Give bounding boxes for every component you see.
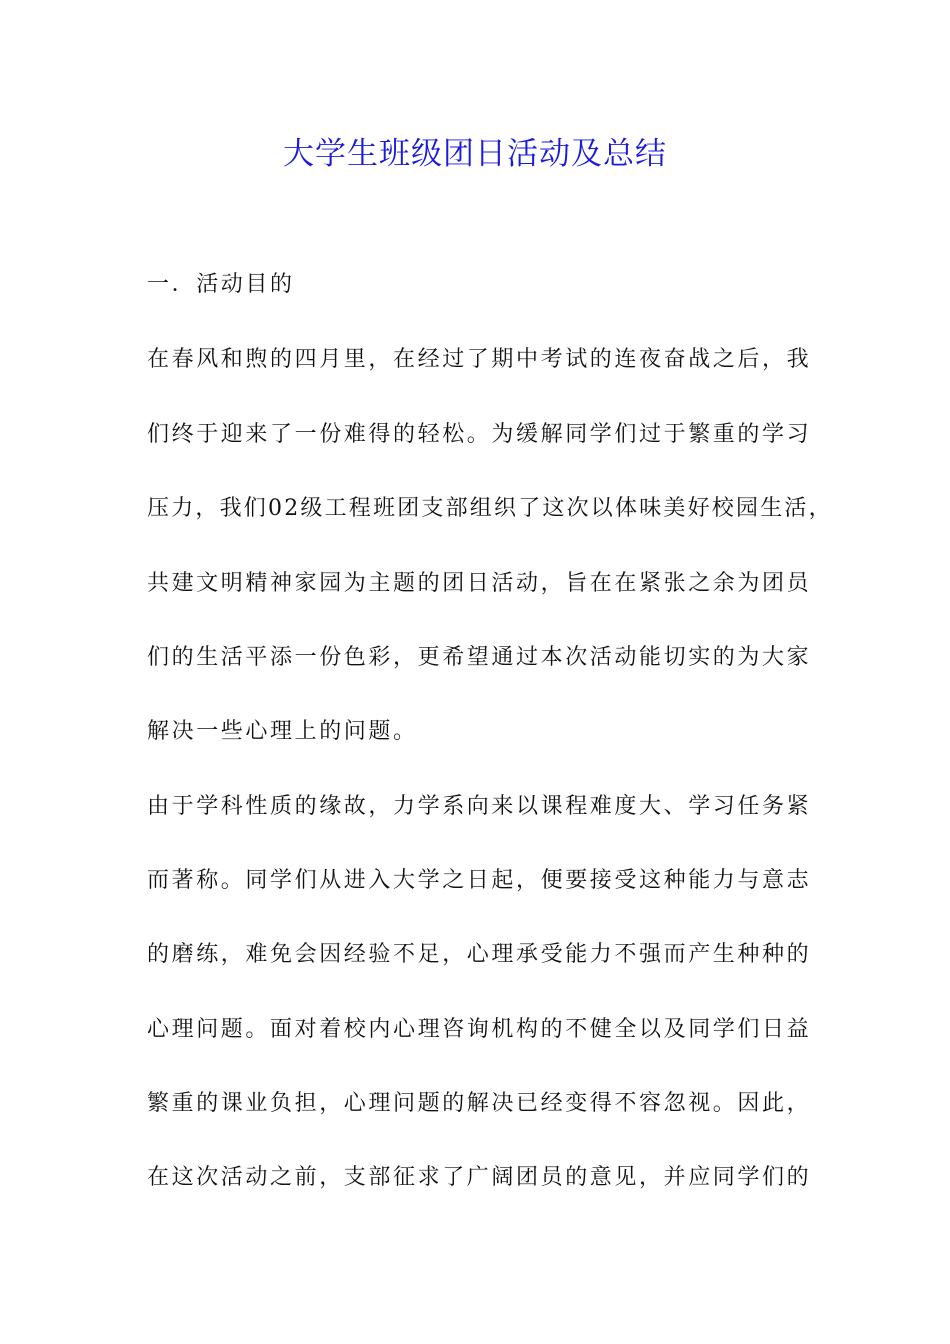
paragraph-line: 解决一些心理上的问题。 [147,719,418,744]
paragraph-line: 们终于迎来了一份难得的轻松。为缓解同学们过于繁重的学习 [147,422,812,447]
paragraph-line: 共建文明精神家园为主题的团日活动，旨在在紧张之余为团员 [147,571,812,596]
paragraph-line: 在春风和煦的四月里，在经过了期中考试的连夜奋战之后，我 [147,347,812,372]
paragraph-line: 的磨练，难免会因经验不足，心理承受能力不强而产生种种的 [147,942,812,967]
document-title: 大学生班级团日活动及总结 [283,136,667,172]
paragraph-line: 在这次活动之前，支部征求了广阔团员的意见，并应同学们的 [147,1165,812,1190]
section-heading: 一．活动目的 [147,272,295,297]
paragraph-line: 繁重的课业负担，心理问题的解决已经变得不容忽视。因此， [147,1091,812,1116]
paragraph-line: 而著称。同学们从进入大学之日起，便要接受这种能力与意志 [147,868,812,893]
paragraph-line: 压力，我们02级工程班团支部组织了这次以体味美好校园生活， [147,496,833,521]
paragraph-line: 心理问题。面对着校内心理咨询机构的不健全以及同学们日益 [147,1017,812,1042]
paragraph-line: 由于学科性质的缘故，力学系向来以课程难度大、学习任务紧 [147,794,812,819]
paragraph-line: 们的生活平添一份色彩，更希望通过本次活动能切实的为大家 [147,645,812,670]
